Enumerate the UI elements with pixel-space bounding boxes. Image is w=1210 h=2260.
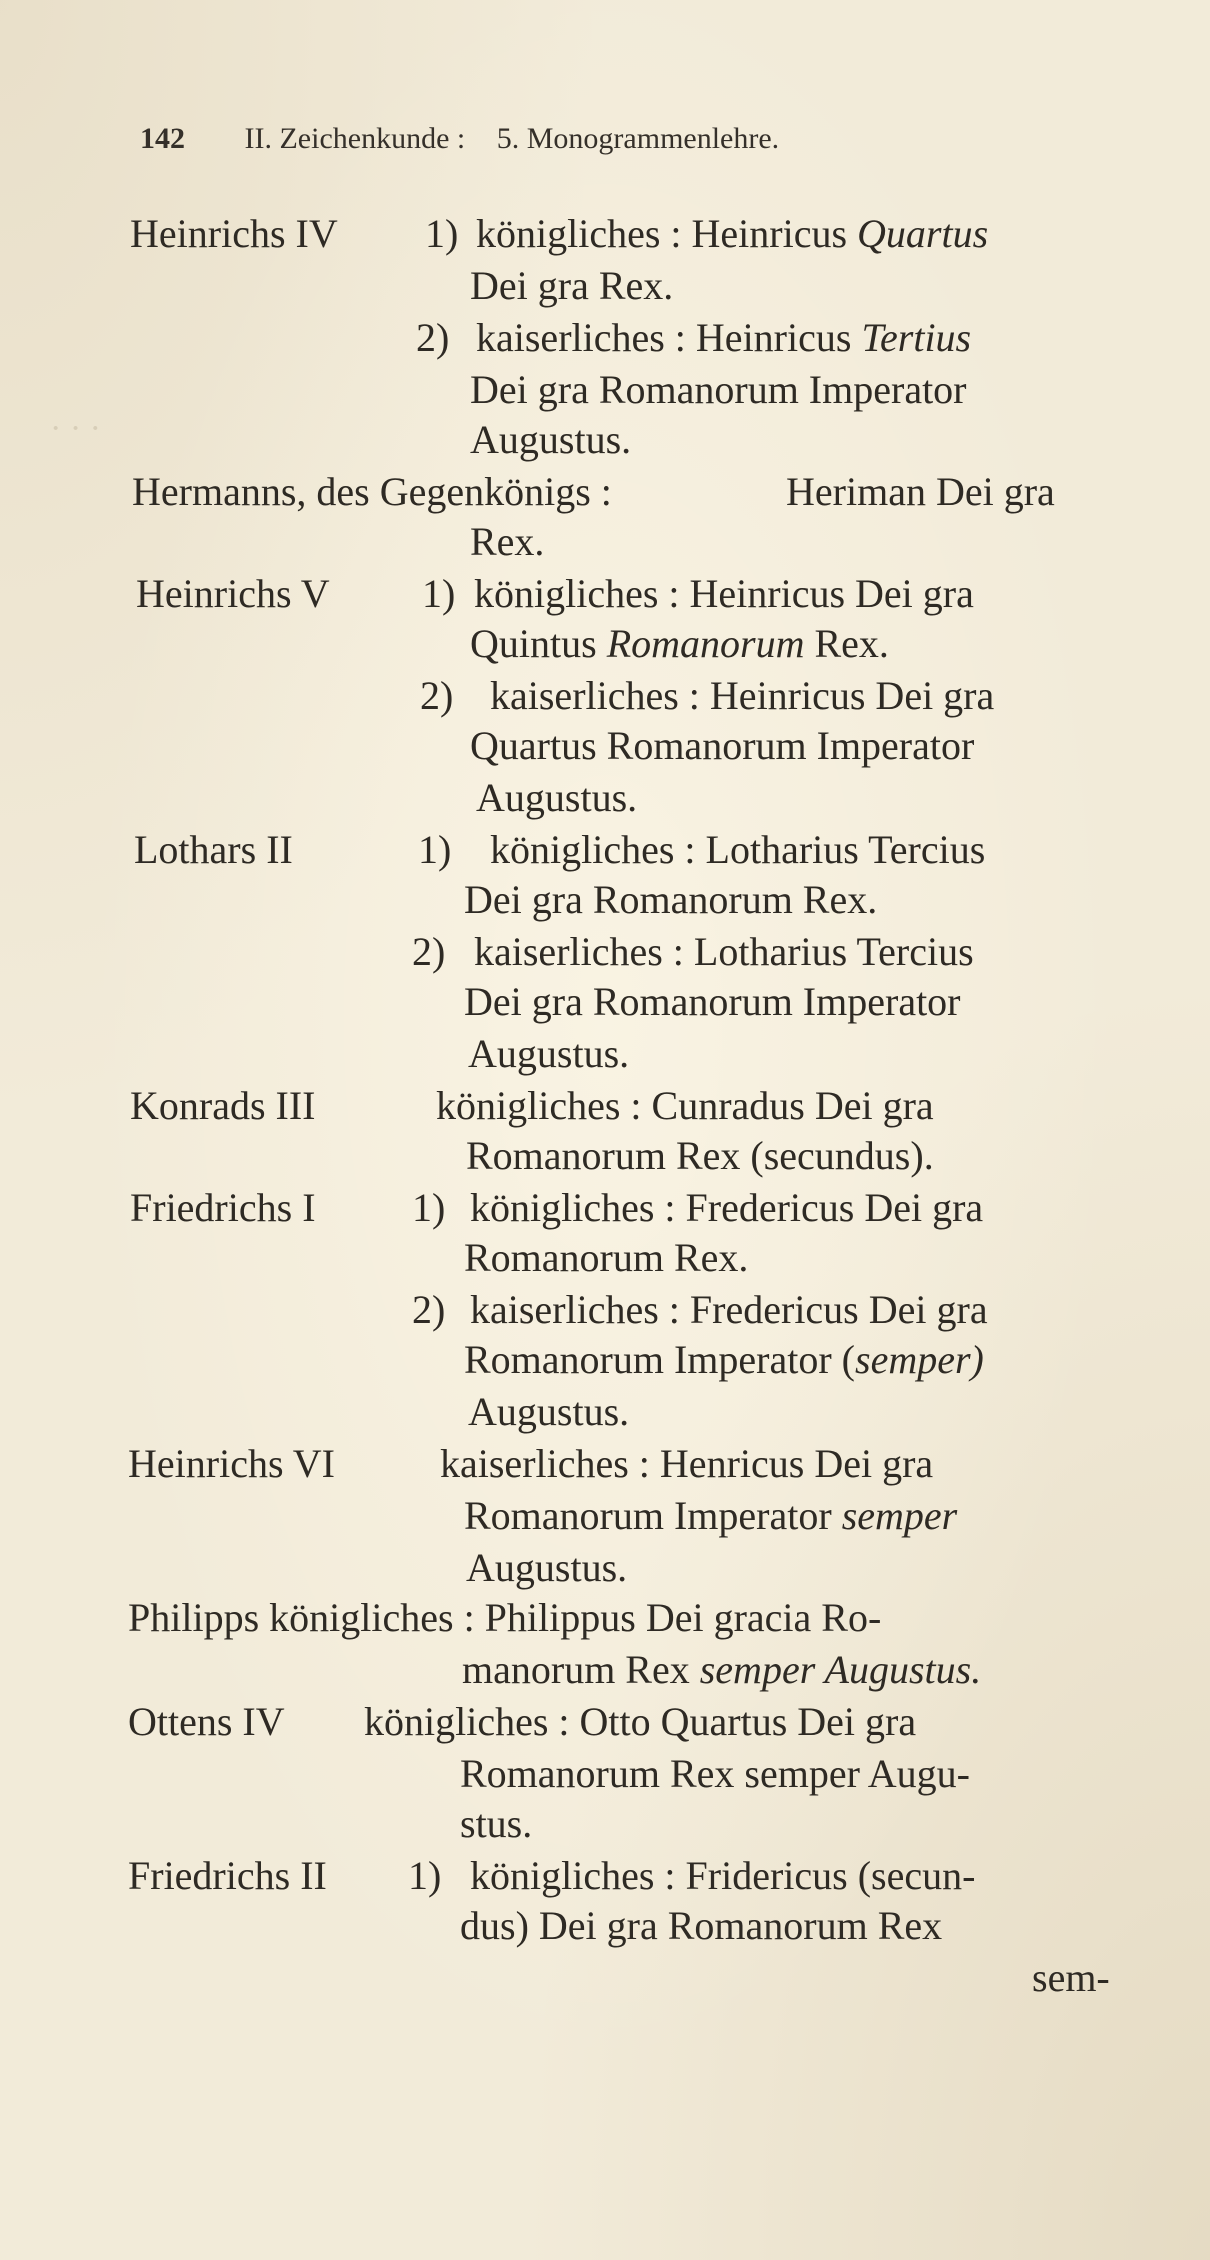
entry-text: königliches : Heinricus Dei gra bbox=[474, 571, 974, 616]
entry-text: stus. bbox=[460, 1801, 533, 1846]
entry-text: kaiserliches : Fredericus Dei gra bbox=[470, 1287, 988, 1332]
entry-name: Heinrichs VI bbox=[128, 1441, 335, 1486]
entry-text: Romanorum Rex. bbox=[464, 1235, 749, 1280]
catchword: sem- bbox=[1032, 1955, 1110, 2000]
entry-name: Friedrichs II bbox=[128, 1853, 327, 1898]
entry-text: Augustus. bbox=[476, 775, 638, 820]
entry-text: königliches : Heinricus Quartus bbox=[476, 211, 989, 256]
entry-name: Lothars II bbox=[134, 827, 293, 872]
item-number: 1) bbox=[418, 827, 452, 872]
show-through-text: · · · bbox=[50, 410, 101, 447]
item-number: 2) bbox=[420, 673, 454, 718]
entry-text: Dei gra Romanorum Rex. bbox=[464, 877, 878, 922]
item-number: 2) bbox=[416, 315, 450, 360]
entry-text: Quintus Romanorum Rex. bbox=[470, 621, 889, 666]
entry-name: Heinrichs IV bbox=[130, 211, 338, 256]
subsection-title: 5. Monogrammenlehre. bbox=[496, 122, 780, 155]
entry-text: königliches : Fridericus (secun- bbox=[470, 1853, 976, 1898]
entry-name: Konrads III bbox=[130, 1083, 316, 1128]
entry-text: Quartus Romanorum Imperator bbox=[470, 723, 975, 768]
section-title: II. Zeichenkunde : bbox=[244, 122, 466, 155]
page-number: 142 bbox=[140, 122, 185, 155]
item-number: 1) bbox=[425, 211, 459, 256]
entry-text: königliches : Fredericus Dei gra bbox=[470, 1185, 984, 1230]
entry-text: Romanorum Imperator semper bbox=[464, 1493, 958, 1538]
entry-text: kaiserliches : Lotharius Tercius bbox=[474, 929, 974, 974]
entry-text: kaiserliches : Henricus Dei gra bbox=[440, 1441, 934, 1486]
entry-text: dus) Dei gra Romanorum Rex bbox=[460, 1903, 943, 1948]
entry-name: Heinrichs V bbox=[136, 571, 330, 616]
entry-text: königliches : Cunradus Dei gra bbox=[436, 1083, 934, 1128]
entry-text: Rex. bbox=[470, 519, 545, 564]
entry-text: Dei gra Rex. bbox=[470, 263, 674, 308]
entry-text: Augustus. bbox=[470, 417, 632, 462]
entry-text: Romanorum Rex (secundus). bbox=[466, 1133, 934, 1178]
entry-text: Dei gra Romanorum Imperator bbox=[464, 979, 961, 1024]
entry-text: Dei gra Romanorum Imperator bbox=[470, 367, 967, 412]
entry-text: Augustus. bbox=[466, 1545, 628, 1590]
entry-text: manorum Rex semper Augustus. bbox=[462, 1647, 982, 1692]
entry-text: kaiserliches : Heinricus Dei gra bbox=[490, 673, 995, 718]
entry-name: Ottens IV bbox=[128, 1699, 285, 1744]
entry-text: Romanorum Imperator (semper) bbox=[464, 1337, 984, 1382]
entry-text: Augustus. bbox=[468, 1031, 630, 1076]
item-number: 2) bbox=[412, 1287, 446, 1332]
entry-name: Friedrichs I bbox=[130, 1185, 316, 1230]
item-number: 2) bbox=[412, 929, 446, 974]
entry-text: Augustus. bbox=[468, 1389, 630, 1434]
entry-text: kaiserliches : Heinricus Tertius bbox=[476, 315, 972, 360]
item-number: 1) bbox=[408, 1853, 442, 1898]
entry-text: königliches : Lotharius Tercius bbox=[490, 827, 986, 872]
item-number: 1) bbox=[412, 1185, 446, 1230]
running-header bbox=[140, 122, 779, 156]
entry-name: Hermanns, des Gegenkönigs : bbox=[132, 469, 612, 514]
entry-text: Romanorum Rex semper Augu- bbox=[460, 1751, 970, 1796]
entry-text: königliches : Otto Quartus Dei gra bbox=[364, 1699, 917, 1744]
entry-text: Heriman Dei gra bbox=[786, 469, 1055, 514]
entry-name: Philipps königliches : Philippus Dei gracia Ro- bbox=[128, 1595, 882, 1640]
item-number: 1) bbox=[422, 571, 456, 616]
